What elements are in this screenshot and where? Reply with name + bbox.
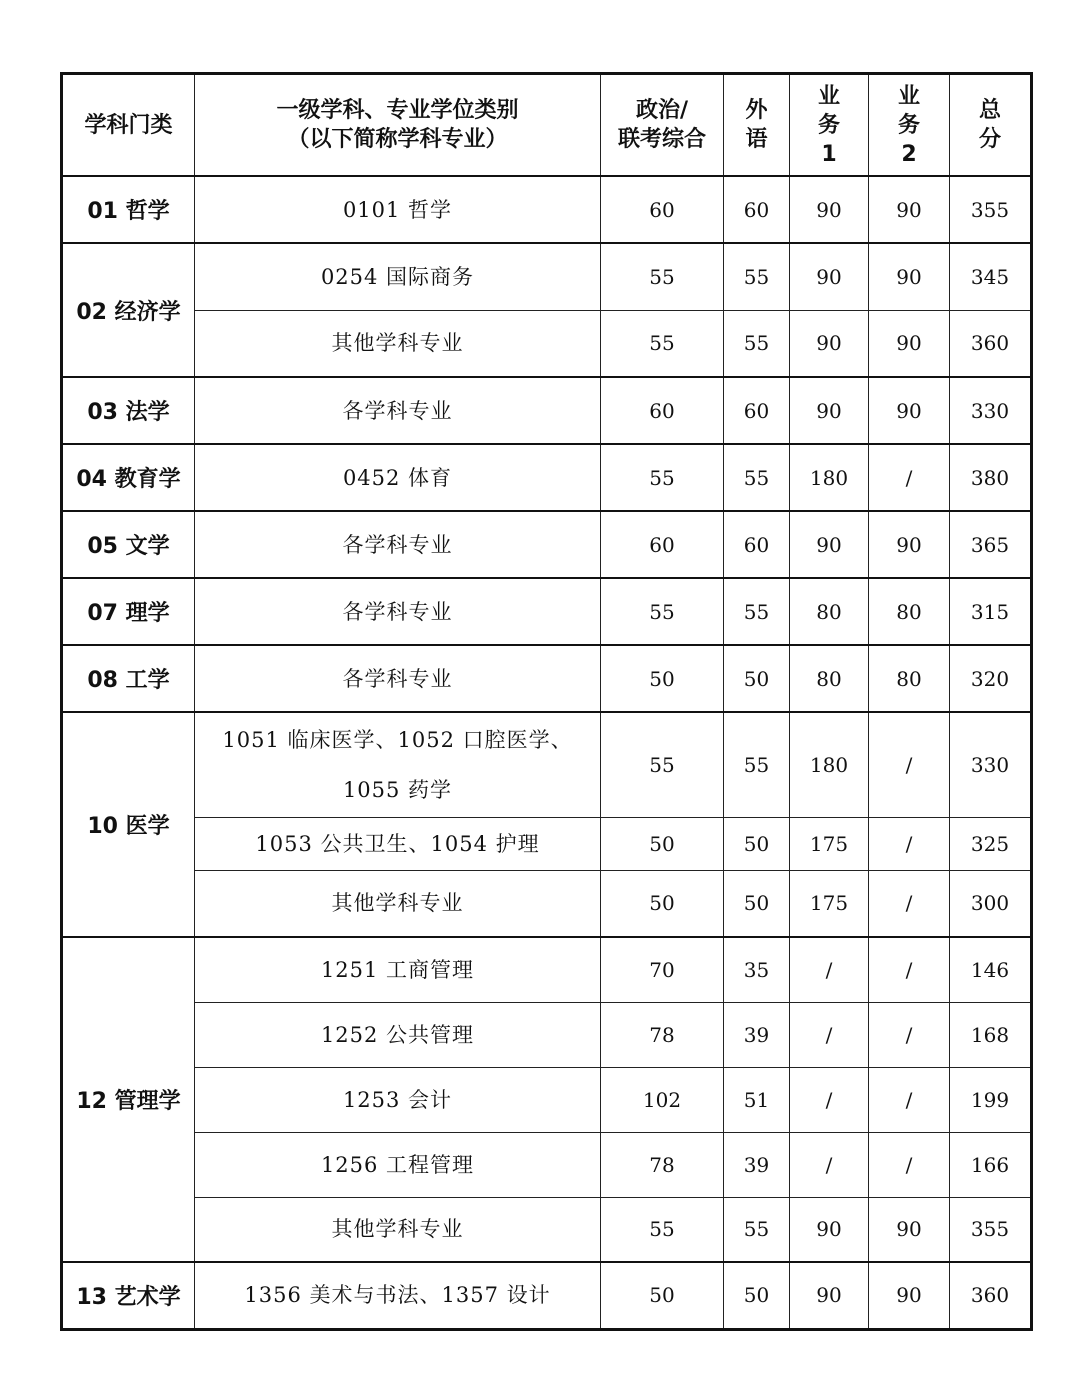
foreign-cell: 50 <box>724 817 790 870</box>
category-cell: 03 法学 <box>62 377 195 444</box>
table-row <box>62 645 1032 712</box>
foreign-cell: 51 <box>724 1067 790 1132</box>
score-table <box>60 72 1033 1331</box>
total-cell: 320 <box>950 645 1032 712</box>
total-cell: 199 <box>950 1067 1032 1132</box>
category-cell: 08 工学 <box>62 645 195 712</box>
category-cell: 05 文学 <box>62 511 195 578</box>
table-row <box>62 578 1032 645</box>
subject2-cell: 90 <box>869 1262 950 1329</box>
category-cell: 02 经济学 <box>62 243 195 377</box>
foreign-cell: 50 <box>724 645 790 712</box>
major-cell: 0101 哲学 <box>195 176 601 243</box>
major-cell: 各学科专业 <box>195 377 601 444</box>
subject1-cell: 90 <box>790 1262 869 1329</box>
total-cell: 330 <box>950 712 1032 817</box>
politics-cell: 55 <box>601 1197 724 1262</box>
subject2-cell: 90 <box>869 1197 950 1262</box>
politics-cell: 70 <box>601 937 724 1002</box>
foreign-cell: 55 <box>724 444 790 511</box>
foreign-cell: 39 <box>724 1002 790 1067</box>
subject1-cell: 175 <box>790 870 869 937</box>
table-row <box>62 310 1032 377</box>
subject1-cell: 90 <box>790 176 869 243</box>
total-cell: 360 <box>950 310 1032 377</box>
foreign-cell: 55 <box>724 578 790 645</box>
major-cell: 各学科专业 <box>195 578 601 645</box>
major-cell: 0254 国际商务 <box>195 243 601 310</box>
major-cell: 各学科专业 <box>195 645 601 712</box>
politics-cell: 50 <box>601 645 724 712</box>
major-cell: 1053 公共卫生、1054 护理 <box>195 817 601 870</box>
total-cell: 380 <box>950 444 1032 511</box>
subject1-cell: 180 <box>790 712 869 817</box>
subject1-cell: 90 <box>790 511 869 578</box>
subject2-cell: / <box>869 817 950 870</box>
category-cell: 10 医学 <box>62 712 195 937</box>
subject2-cell: / <box>869 1067 950 1132</box>
subject2-cell: 90 <box>869 176 950 243</box>
table-row <box>62 176 1032 243</box>
foreign-cell: 55 <box>724 243 790 310</box>
politics-cell: 50 <box>601 817 724 870</box>
total-cell: 146 <box>950 937 1032 1002</box>
subject1-cell: / <box>790 1002 869 1067</box>
total-cell: 300 <box>950 870 1032 937</box>
foreign-cell: 55 <box>724 310 790 377</box>
subject2-cell: / <box>869 870 950 937</box>
foreign-cell: 35 <box>724 937 790 1002</box>
subject2-cell: 90 <box>869 511 950 578</box>
subject2-cell: / <box>869 1132 950 1197</box>
major-cell: 各学科专业 <box>195 511 601 578</box>
subject2-cell: / <box>869 444 950 511</box>
subject2-cell: 90 <box>869 377 950 444</box>
foreign-cell: 39 <box>724 1132 790 1197</box>
politics-cell: 55 <box>601 243 724 310</box>
header-category: 学科门类 <box>62 74 195 177</box>
subject2-cell: 80 <box>869 578 950 645</box>
major-cell: 1256 工程管理 <box>195 1132 601 1197</box>
subject1-cell: 90 <box>790 1197 869 1262</box>
header-row <box>62 74 1032 177</box>
major-cell: 1251 工商管理 <box>195 937 601 1002</box>
politics-cell: 55 <box>601 310 724 377</box>
foreign-cell: 50 <box>724 870 790 937</box>
table-row <box>62 1262 1032 1329</box>
politics-cell: 102 <box>601 1067 724 1132</box>
major-cell: 1253 会计 <box>195 1067 601 1132</box>
politics-cell: 60 <box>601 511 724 578</box>
table-row <box>62 1197 1032 1262</box>
category-cell: 07 理学 <box>62 578 195 645</box>
table-row <box>62 511 1032 578</box>
subject2-cell: 80 <box>869 645 950 712</box>
politics-cell: 78 <box>601 1132 724 1197</box>
major-cell: 1051 临床医学、1052 口腔医学、 1055 药学 <box>195 712 601 817</box>
category-cell: 13 艺术学 <box>62 1262 195 1329</box>
header-subject-2: 业 务 2 <box>869 74 950 177</box>
subject1-cell: 175 <box>790 817 869 870</box>
politics-cell: 60 <box>601 176 724 243</box>
category-cell: 12 管理学 <box>62 937 195 1262</box>
major-cell: 其他学科专业 <box>195 870 601 937</box>
politics-cell: 55 <box>601 444 724 511</box>
subject2-cell: 90 <box>869 243 950 310</box>
subject2-cell: 90 <box>869 310 950 377</box>
politics-cell: 55 <box>601 712 724 817</box>
foreign-cell: 60 <box>724 176 790 243</box>
subject2-cell: / <box>869 937 950 1002</box>
foreign-cell: 55 <box>724 712 790 817</box>
table-row <box>62 937 1032 1002</box>
category-cell: 04 教育学 <box>62 444 195 511</box>
total-cell: 355 <box>950 176 1032 243</box>
foreign-cell: 60 <box>724 511 790 578</box>
header-foreign-language: 外 语 <box>724 74 790 177</box>
subject2-cell: / <box>869 712 950 817</box>
total-cell: 355 <box>950 1197 1032 1262</box>
table-row <box>62 1002 1032 1067</box>
total-cell: 330 <box>950 377 1032 444</box>
politics-cell: 78 <box>601 1002 724 1067</box>
subject1-cell: / <box>790 937 869 1002</box>
politics-cell: 50 <box>601 1262 724 1329</box>
header-major: 一级学科、专业学位类别 （以下简称学科专业） <box>195 74 601 177</box>
header-politics: 政治/ 联考综合 <box>601 74 724 177</box>
politics-cell: 60 <box>601 377 724 444</box>
politics-cell: 55 <box>601 578 724 645</box>
major-cell: 1252 公共管理 <box>195 1002 601 1067</box>
table-row <box>62 1132 1032 1197</box>
politics-cell: 50 <box>601 870 724 937</box>
foreign-cell: 60 <box>724 377 790 444</box>
total-cell: 168 <box>950 1002 1032 1067</box>
subject1-cell: 180 <box>790 444 869 511</box>
total-cell: 345 <box>950 243 1032 310</box>
table-row <box>62 444 1032 511</box>
subject1-cell: 80 <box>790 578 869 645</box>
subject1-cell: 90 <box>790 310 869 377</box>
subject1-cell: 80 <box>790 645 869 712</box>
subject1-cell: 90 <box>790 377 869 444</box>
foreign-cell: 55 <box>724 1197 790 1262</box>
table-row <box>62 377 1032 444</box>
table-row <box>62 817 1032 870</box>
total-cell: 325 <box>950 817 1032 870</box>
total-cell: 315 <box>950 578 1032 645</box>
header-subject-1: 业 务 1 <box>790 74 869 177</box>
category-cell: 01 哲学 <box>62 176 195 243</box>
table-row <box>62 1067 1032 1132</box>
total-cell: 365 <box>950 511 1032 578</box>
table-row <box>62 870 1032 937</box>
total-cell: 166 <box>950 1132 1032 1197</box>
total-cell: 360 <box>950 1262 1032 1329</box>
foreign-cell: 50 <box>724 1262 790 1329</box>
major-cell: 1356 美术与书法、1357 设计 <box>195 1262 601 1329</box>
subject1-cell: / <box>790 1132 869 1197</box>
table-row <box>62 243 1032 310</box>
major-cell: 0452 体育 <box>195 444 601 511</box>
major-cell: 其他学科专业 <box>195 310 601 377</box>
major-cell: 其他学科专业 <box>195 1197 601 1262</box>
subject1-cell: 90 <box>790 243 869 310</box>
header-total: 总 分 <box>950 74 1032 177</box>
table-row <box>62 712 1032 817</box>
subject1-cell: / <box>790 1067 869 1132</box>
subject2-cell: / <box>869 1002 950 1067</box>
